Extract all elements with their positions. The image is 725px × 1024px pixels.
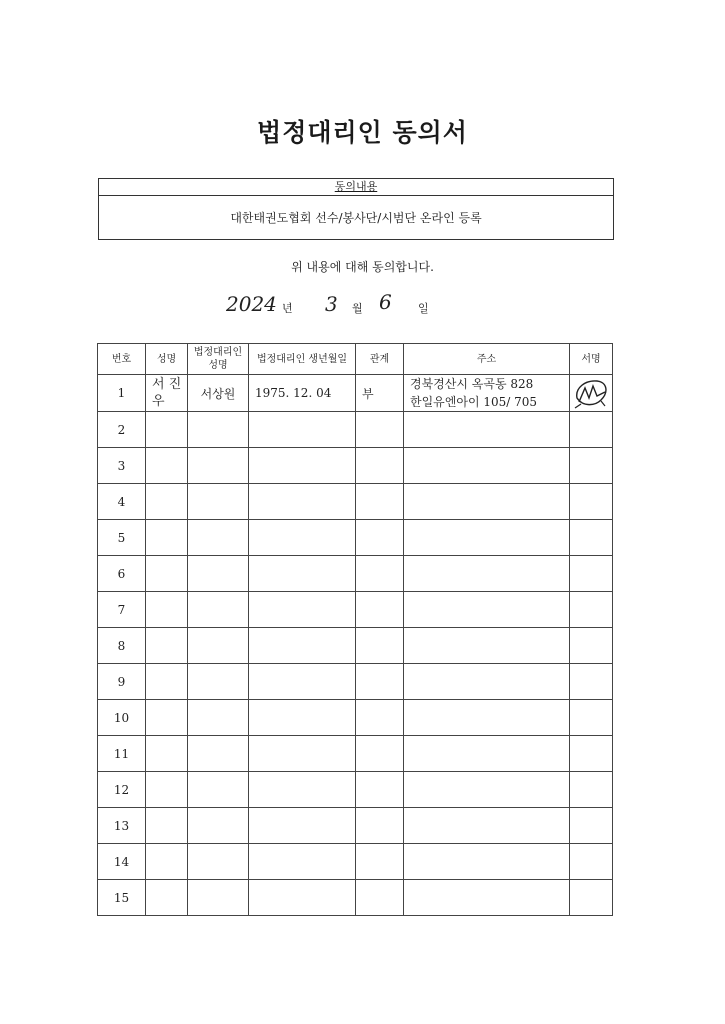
- row-signature: [570, 844, 613, 880]
- row-signature: [570, 556, 613, 592]
- row-address: [404, 520, 570, 556]
- row-relation: [356, 628, 404, 664]
- row-signature: [570, 375, 613, 412]
- row-relation: [356, 592, 404, 628]
- row-name: [146, 628, 188, 664]
- row-name: 서 진 우: [146, 375, 188, 412]
- row-no: 13: [98, 808, 146, 844]
- row-name: [146, 556, 188, 592]
- row-signature: [570, 736, 613, 772]
- row-signature: [570, 628, 613, 664]
- table-row: [98, 484, 613, 520]
- row-signature: [570, 700, 613, 736]
- header-no: 번호: [98, 344, 146, 375]
- row-guardian-birth: [249, 808, 356, 844]
- row-relation: [356, 808, 404, 844]
- table-row: [98, 844, 613, 880]
- table-row: [98, 520, 613, 556]
- row-no: 2: [98, 412, 146, 448]
- table-row: [98, 412, 613, 448]
- row-address: [404, 375, 570, 412]
- header-name: 성명: [146, 344, 188, 375]
- row-address: [404, 880, 570, 916]
- row-guardian-birth: [249, 448, 356, 484]
- row-guardian-name: [188, 880, 249, 916]
- row-guardian-birth: 1975. 12. 04: [249, 375, 356, 412]
- row-no: 5: [98, 520, 146, 556]
- row-guardian-birth: [249, 736, 356, 772]
- table-row: [98, 736, 613, 772]
- table-row: [98, 664, 613, 700]
- row-name: [146, 484, 188, 520]
- row-guardian-name: [188, 628, 249, 664]
- row-signature: [570, 448, 613, 484]
- row-no: 7: [98, 592, 146, 628]
- row-name: [146, 412, 188, 448]
- row-name: [146, 664, 188, 700]
- row-address: [404, 484, 570, 520]
- row-address: [404, 700, 570, 736]
- row-no: 11: [98, 736, 146, 772]
- row-guardian-birth: [249, 412, 356, 448]
- row-name: [146, 844, 188, 880]
- row-guardian-birth: [249, 556, 356, 592]
- date-day-label: 일: [418, 302, 429, 315]
- row-guardian-name: [188, 808, 249, 844]
- row-signature: [570, 412, 613, 448]
- row-signature: [570, 880, 613, 916]
- row-relation: [356, 880, 404, 916]
- table-row: [98, 448, 613, 484]
- consent-box-content: 대한태권도협회 선수/봉사단/시범단 온라인 등록: [230, 211, 482, 225]
- row-no: 12: [98, 772, 146, 808]
- row-signature: [570, 664, 613, 700]
- table-row: [98, 700, 613, 736]
- row-no: 6: [98, 556, 146, 592]
- table-row: [98, 592, 613, 628]
- consent-content-box: [98, 178, 614, 240]
- row-relation: [356, 844, 404, 880]
- row-address: [404, 844, 570, 880]
- row-name: [146, 700, 188, 736]
- header-guardian-name: 법정대리인 성명: [188, 344, 249, 375]
- row-guardian-birth: [249, 520, 356, 556]
- row-guardian-birth: [249, 664, 356, 700]
- row-signature: [570, 772, 613, 808]
- row-no: 3: [98, 448, 146, 484]
- table-row: [98, 556, 613, 592]
- row-name: [146, 736, 188, 772]
- row-address: [404, 412, 570, 448]
- date-year: 2024: [226, 292, 277, 316]
- row-guardian-name: [188, 448, 249, 484]
- row-relation: [356, 664, 404, 700]
- row-address-line1: 경북경산시 옥곡동 828: [410, 377, 534, 391]
- row-guardian-name: [188, 556, 249, 592]
- header-relation: 관계: [356, 344, 404, 375]
- row-relation: [356, 520, 404, 556]
- date-month: 3: [325, 292, 338, 316]
- table-row: [98, 880, 613, 916]
- date-line: [0, 290, 725, 324]
- header-signature: 서명: [570, 344, 613, 375]
- row-no: 10: [98, 700, 146, 736]
- row-guardian-birth: [249, 880, 356, 916]
- handwritten-signature-icon: [571, 376, 611, 410]
- row-signature: [570, 520, 613, 556]
- row-relation: [356, 700, 404, 736]
- row-name: [146, 592, 188, 628]
- row-name: [146, 520, 188, 556]
- row-signature: [570, 592, 613, 628]
- row-relation: 부: [356, 375, 404, 412]
- row-guardian-birth: [249, 772, 356, 808]
- row-no: 4: [98, 484, 146, 520]
- row-name: [146, 880, 188, 916]
- row-guardian-name: [188, 772, 249, 808]
- row-guardian-name: [188, 412, 249, 448]
- row-relation: [356, 484, 404, 520]
- row-signature: [570, 808, 613, 844]
- row-guardian-birth: [249, 484, 356, 520]
- row-address: [404, 664, 570, 700]
- row-address: [404, 628, 570, 664]
- row-relation: [356, 772, 404, 808]
- table-row: [98, 772, 613, 808]
- row-address: [404, 448, 570, 484]
- date-month-label: 월: [352, 302, 363, 315]
- consent-box-header: [99, 179, 613, 196]
- row-guardian-name: [188, 592, 249, 628]
- row-address: [404, 592, 570, 628]
- table-row: [98, 375, 613, 412]
- guardian-table: [97, 343, 613, 916]
- row-guardian-birth: [249, 700, 356, 736]
- header-guardian-birth: 법정대리인 생년월일: [249, 344, 356, 375]
- document-title: 법정대리인 동의서: [257, 118, 468, 147]
- row-no: 1: [98, 375, 146, 412]
- row-address: [404, 808, 570, 844]
- table-header-row: [98, 344, 613, 375]
- row-relation: [356, 736, 404, 772]
- row-guardian-name: [188, 484, 249, 520]
- table-row: [98, 628, 613, 664]
- row-guardian-name: [188, 664, 249, 700]
- consent-box-header-label: 동의내용: [334, 180, 378, 193]
- row-relation: [356, 412, 404, 448]
- table-row: [98, 808, 613, 844]
- row-name: [146, 808, 188, 844]
- header-address: 주소: [404, 344, 570, 375]
- agreement-statement: 위 내용에 대해 동의합니다.: [291, 260, 434, 274]
- row-address: [404, 772, 570, 808]
- row-guardian-birth: [249, 844, 356, 880]
- date-day: 6: [379, 290, 392, 314]
- row-guardian-name: [188, 700, 249, 736]
- row-guardian-name: [188, 520, 249, 556]
- row-no: 9: [98, 664, 146, 700]
- row-guardian-name: 서상원: [188, 375, 249, 412]
- row-relation: [356, 448, 404, 484]
- row-name: [146, 772, 188, 808]
- row-address-line2: 한일유엔아이 105/ 705: [410, 395, 538, 409]
- row-address: [404, 556, 570, 592]
- row-address: [404, 736, 570, 772]
- row-guardian-name: [188, 736, 249, 772]
- row-signature: [570, 484, 613, 520]
- row-no: 14: [98, 844, 146, 880]
- row-relation: [356, 556, 404, 592]
- row-name: [146, 448, 188, 484]
- row-guardian-name: [188, 844, 249, 880]
- row-guardian-birth: [249, 592, 356, 628]
- row-no: 15: [98, 880, 146, 916]
- date-year-label: 년: [282, 302, 293, 315]
- row-guardian-birth: [249, 628, 356, 664]
- row-no: 8: [98, 628, 146, 664]
